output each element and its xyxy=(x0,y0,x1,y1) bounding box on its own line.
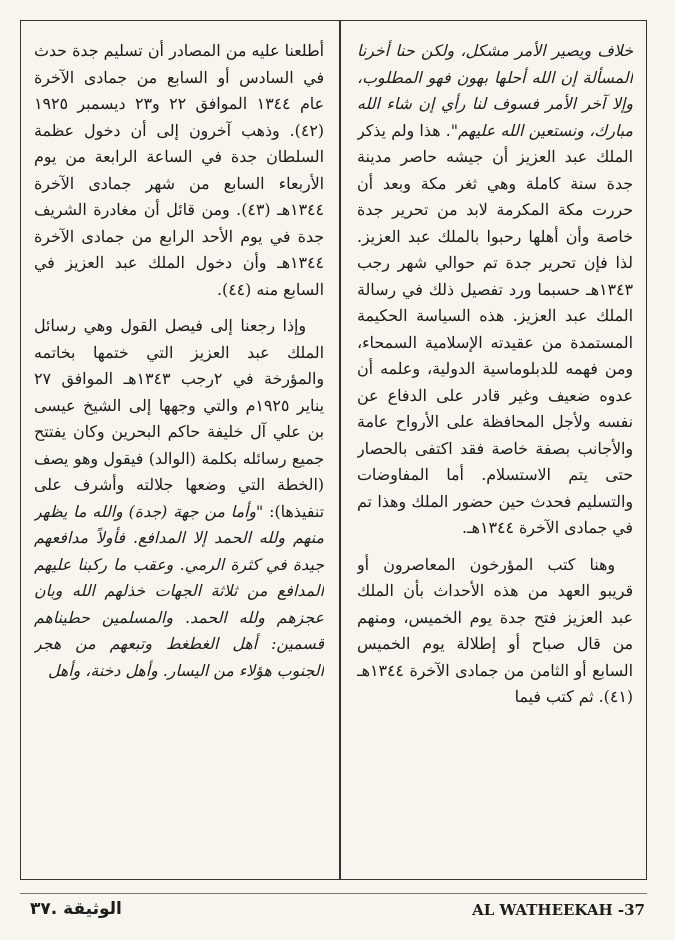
paragraph-text: هذا ولم يذكر الملك عبد العزيز أن جيشه حاصر مدينة جدة سنة كاملة وهي ثغر مكة وبعد أن حررت مكة المكرمة لابد من تحرير جدة خاصة وأن أهلها رحبوا بالملك عبد العزيز. لذا فإن تحرير جدة تم حوالي شهر رجب ١٣٤٣هـ حسبما ورد تفصيل ذلك في رسالة الملك عبد العزيز. هذه السياسة الحكيمة المستمدة من عقيدته الإسلامية السمحاء، ومن فهمه للدبلوماسية الدولية، وعلمه أن عدوه ضعيف وغير قادر على الدفاع عن نفسه ولأجل المحافظة على الأرواح عامة والأجانب بصفة خاصة فقد اكتفى بالحصار حتى يتم الاستسلام. أما المفاوضات والتسليم فحدث حين حضور الملك وهذا تم في جمادى الآخرة ١٣٤٤هـ. xyxy=(357,120,633,537)
paragraph: أطلعنا عليه من المصادر أن تسليم جدة حدث في السادس أو السابع من جمادى الآخرة عام ١٣٤٤ الموافق ٢٢ و٢٣ ديسمبر ١٩٢٥ (٤٢). وذهب آخرون إلى أن دخول عظمة السلطان جدة في الساعة الرابعة من يوم الأربعاء السابع من شهر جمادى الآخرة ١٣٤٤هـ (٤٣). ومن قائل أن مغادرة الشريف جدة في يوم الأحد الرابع من جمادى الآخرة ١٣٤٤هـ وأن دخول الملك عبد العزيز في السابع منه (٤٤). xyxy=(34,41,324,299)
letter-quote: خلاف ويصير الأمر مشكل، ولكن حنا أخرنا المسألة إن الله أحلها بهون فهو المطلوب، وإلا آخر الأمر فسوف لنا رأي إن شاء الله مبارك، ونستعين الله عليهم". xyxy=(357,41,633,140)
footer-english-page-label: AL WATHEEKAH -37 xyxy=(472,901,645,919)
paragraph: وهنا كتب المؤرخون المعاصرون أو قريبو العهد من هذه الأحداث بأن الملك عبد العزيز فتح جدة يوم الخميس، ومنهم من قال صباح أو إطلالة يوم الخميس السابع أو الثامن من جمادى الآخرة ١٣٤٤هـ (٤١). ثم كتب فيما xyxy=(357,554,633,706)
right-column xyxy=(357,38,633,870)
column-divider xyxy=(339,20,341,880)
footer-rule xyxy=(20,893,647,894)
footer-arabic-page-label: الوثيقة .٣٧ xyxy=(30,899,122,919)
paragraph xyxy=(34,313,324,684)
letter-quote: "وأما من جهة (جدة) والله ما يظهر منهم ولله الحمد إلا المدافع. فأولاً مدافعهم جيدة في كثرة الرمي. وعقب ما ركبنا عليهم المدافع من ثلاثة الجهات خذلهم الله وبان عجزهم ولله الحمد. والمسلمين حطيناهم قسمين: أهل الغطغط وتبعهم من هجر الجنوب هؤلاء من اليسار. وأهل دخنة، وأهل xyxy=(34,501,324,680)
left-column xyxy=(34,38,324,870)
paragraph-text: وإذا رجعنا إلى فيصل القول وهي رسائل الملك عبد العزيز التي ختمها بخاتمه والمؤرخة في ٢رجب ١٣٤٣هـ الموافق ٢٧ يناير ١٩٢٥م والتي وجهها إلى الشيخ عيسى بن علي آل خليفة حاكم البحرين وكان يفتتح جميع رسائله بكلمة (الوالد) فيقول وهو يصف (الخطة التي وضعها جلالته وأشرف على تنفيذها): xyxy=(34,316,324,521)
paragraph xyxy=(357,38,633,542)
